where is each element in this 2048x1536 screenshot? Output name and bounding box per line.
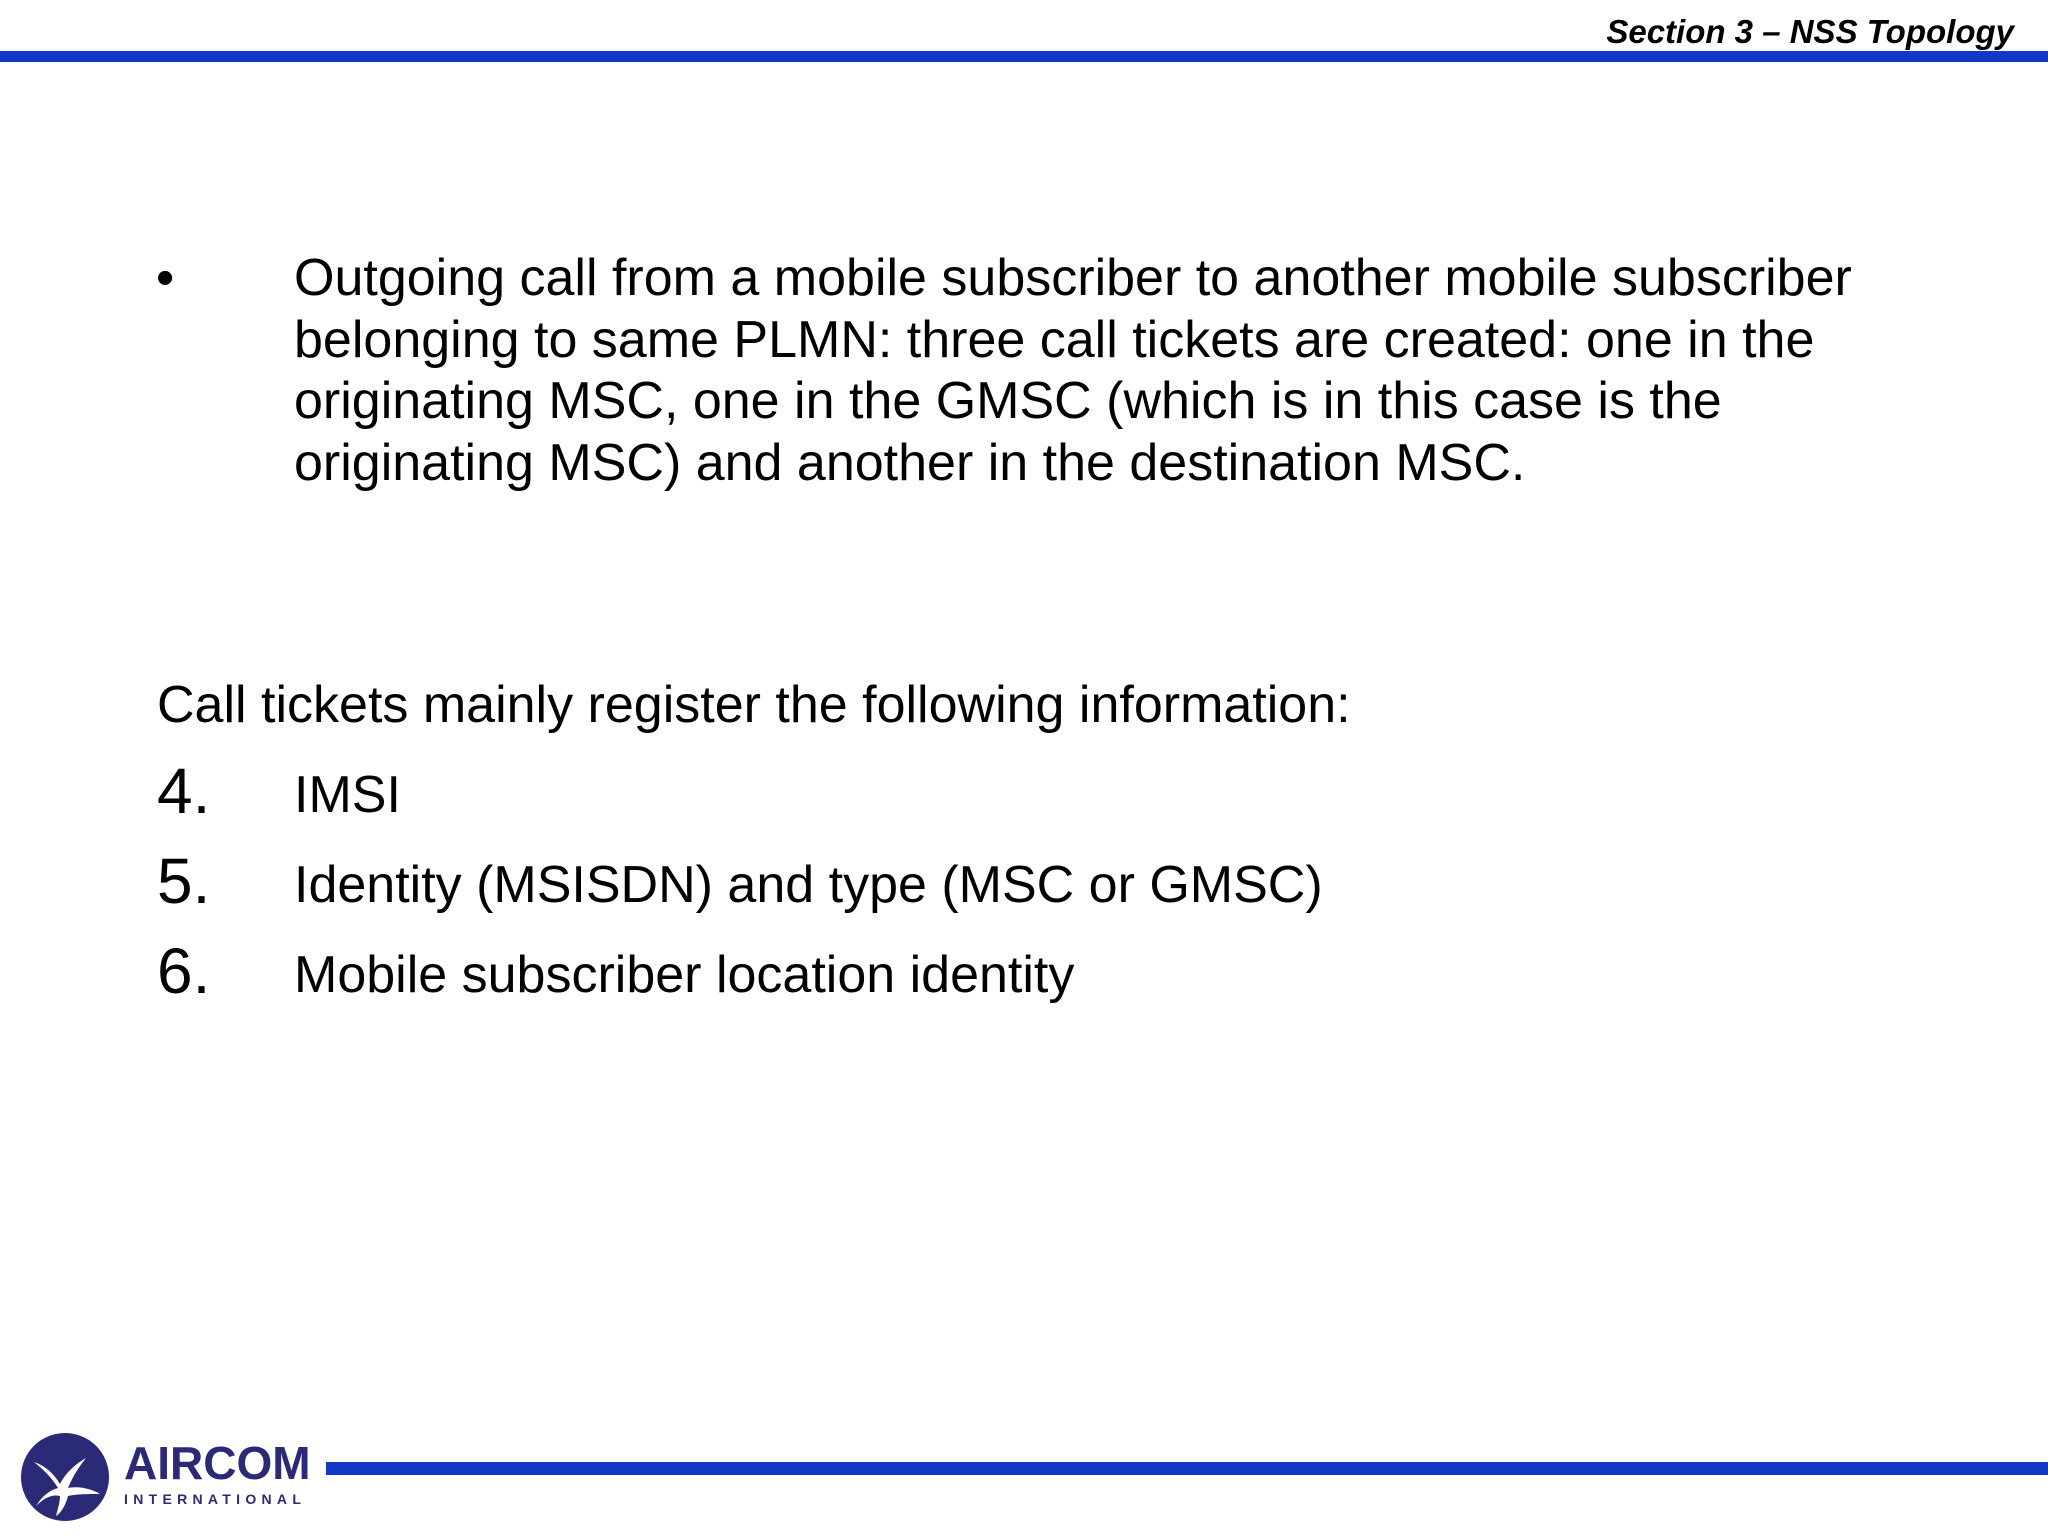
list-item-text: Mobile subscriber location identity (294, 946, 1075, 1004)
bullet-text: Outgoing call from a mobile subscriber to another mobile subscriber belonging to same PLMN: three call tickets are created: one in the originating MSC, one in the GMSC (which is in this case is the originating MSC) and another in the destination MSC. (294, 249, 1852, 492)
list-item (157, 844, 1757, 924)
bird-emblem-icon (20, 1432, 110, 1522)
list-item-number: 4. (157, 755, 211, 827)
logo-subtitle: INTERNATIONAL (124, 1491, 307, 1507)
list-item-text: Identity (MSISDN) and type (MSC or GMSC) (294, 856, 1323, 914)
list-intro: Call tickets mainly register the following information: (157, 676, 1351, 734)
bullet-mark: • (156, 249, 175, 307)
list-item-text: IMSI (294, 766, 401, 824)
aircom-logo (20, 1432, 320, 1522)
section-title: Section 3 – NSS Topology (1606, 13, 2014, 50)
bottom-divider (326, 1462, 2048, 1475)
top-divider (0, 51, 2048, 62)
list-item-number: 6. (157, 935, 211, 1007)
list-item (157, 934, 1757, 1014)
logo-wordmark: AIRCOM (124, 1437, 311, 1489)
list-item-number: 5. (157, 845, 211, 917)
list-item (157, 754, 1757, 834)
